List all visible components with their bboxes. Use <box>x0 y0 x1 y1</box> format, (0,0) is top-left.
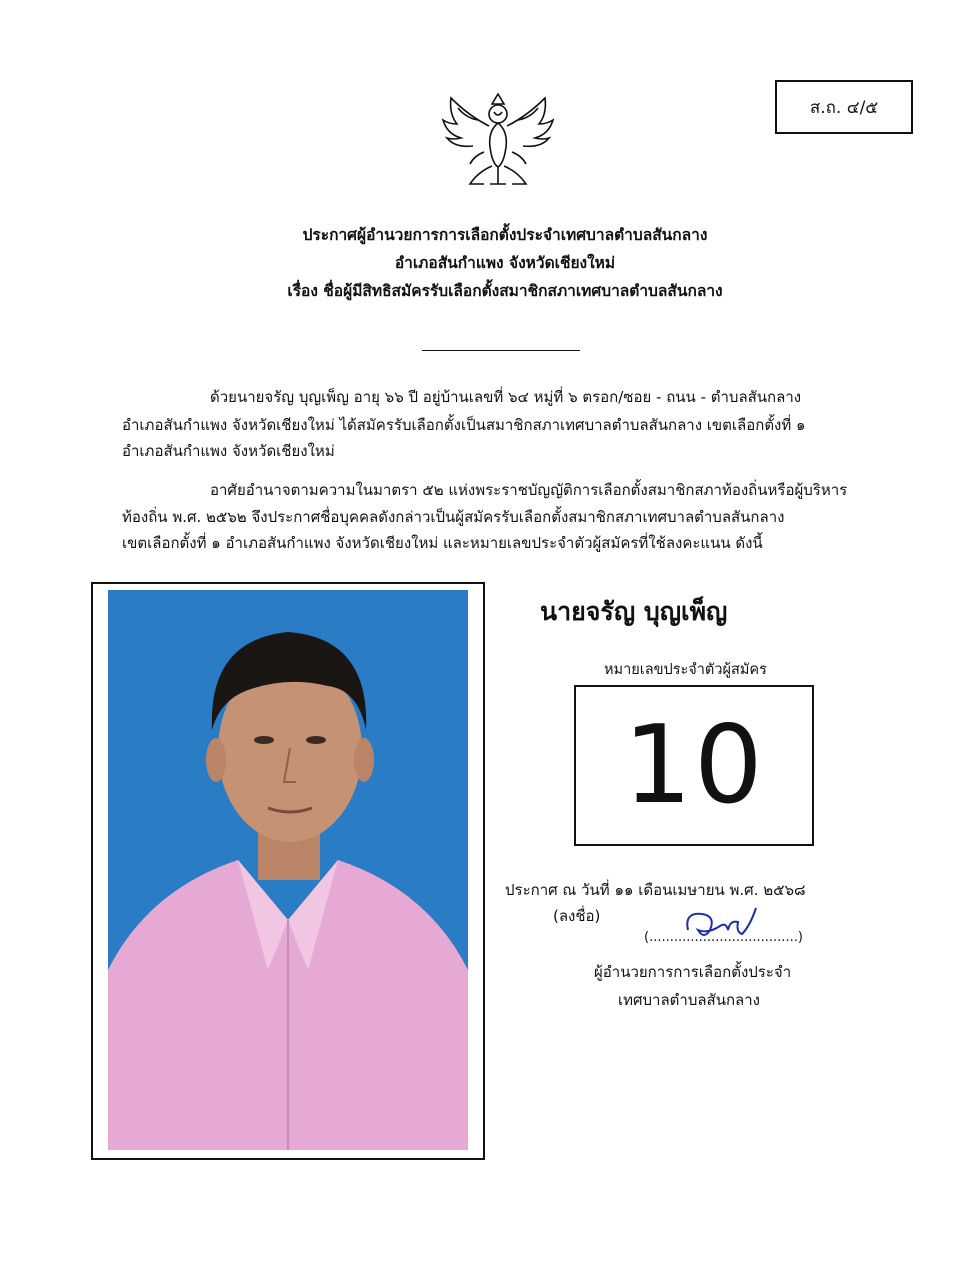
header-line-1: ประกาศผู้อำนวยการการเลือกตั้งประจำเทศบาลตำบลสันกลาง <box>302 226 708 244</box>
form-code-box <box>775 80 913 134</box>
header-line-2: อำเภอสันกำแพง จังหวัดเชียงใหม่ <box>394 254 616 272</box>
candidate-number: 10 <box>623 703 765 828</box>
paragraph1-line-2: อำเภอสันกำแพง จังหวัดเชียงใหม่ ได้สมัครรับเลือกตั้งเป็นสมาชิกสภาเทศบาลตำบลสันกลาง เขตเลือกตั้งที่ ๑ <box>122 416 806 434</box>
candidate-photo <box>108 590 468 1150</box>
candidate-number-box <box>574 685 814 846</box>
paragraph1-line-1: ด้วยนายจรัญ บุญเพ็ญ อายุ ๖๖ ปี อยู่บ้านเลขที่ ๖๔ หมู่ที่ ๖ ตรอก/ซอย - ถนน - ตำบลสันกลาง <box>210 388 802 406</box>
form-code: ส.ถ. ๔/๕ <box>809 97 879 118</box>
official-title-line-1: ผู้อำนวยการการเลือกตั้งประจำ <box>594 963 792 981</box>
paragraph1-line-3: อำเภอสันกำแพง จังหวัดเชียงใหม่ <box>122 442 335 460</box>
header-line-3: เรื่อง ชื่อผู้มีสิทธิสมัครรับเลือกตั้งสมาชิกสภาเทศบาลตำบลสันกลาง <box>287 282 723 300</box>
signature-icon <box>680 900 780 944</box>
paragraph2-line-3: เขตเลือกตั้งที่ ๑ อำเภอสันกำแพง จังหวัดเชียงใหม่ และหมายเลขประจำตัวผู้สมัครที่ใช้ลงคะแนน ดังนี้ <box>122 534 763 552</box>
sign-label: (ลงชื่อ) <box>553 907 601 925</box>
announce-date: ประกาศ ณ วันที่ ๑๑ เดือนเมษายน พ.ศ. ๒๕๖๘ <box>505 881 806 899</box>
header-divider <box>422 350 580 351</box>
candidate-number-caption: หมายเลขประจำตัวผู้สมัคร <box>604 662 767 678</box>
official-title-line-2: เทศบาลตำบลสันกลาง <box>618 991 760 1009</box>
paragraph2-line-2: ท้องถิ่น พ.ศ. ๒๕๖๒ จึงประกาศชื่อบุคคลดังกล่าวเป็นผู้สมัครรับเลือกตั้งสมาชิกสภาเทศบาลตำบลสันกลาง <box>122 508 785 526</box>
paragraph2-line-1: อาศัยอำนาจตามความในมาตรา ๕๒ แห่งพระราชบัญญัติการเลือกตั้งสมาชิกสภาท้องถิ่นหรือผู้บริหาร <box>210 481 848 499</box>
candidate-name: นายจรัญ บุญเพ็ญ <box>540 597 728 626</box>
garuda-emblem-icon <box>436 86 560 194</box>
sign-line: (....................................) <box>644 930 803 945</box>
